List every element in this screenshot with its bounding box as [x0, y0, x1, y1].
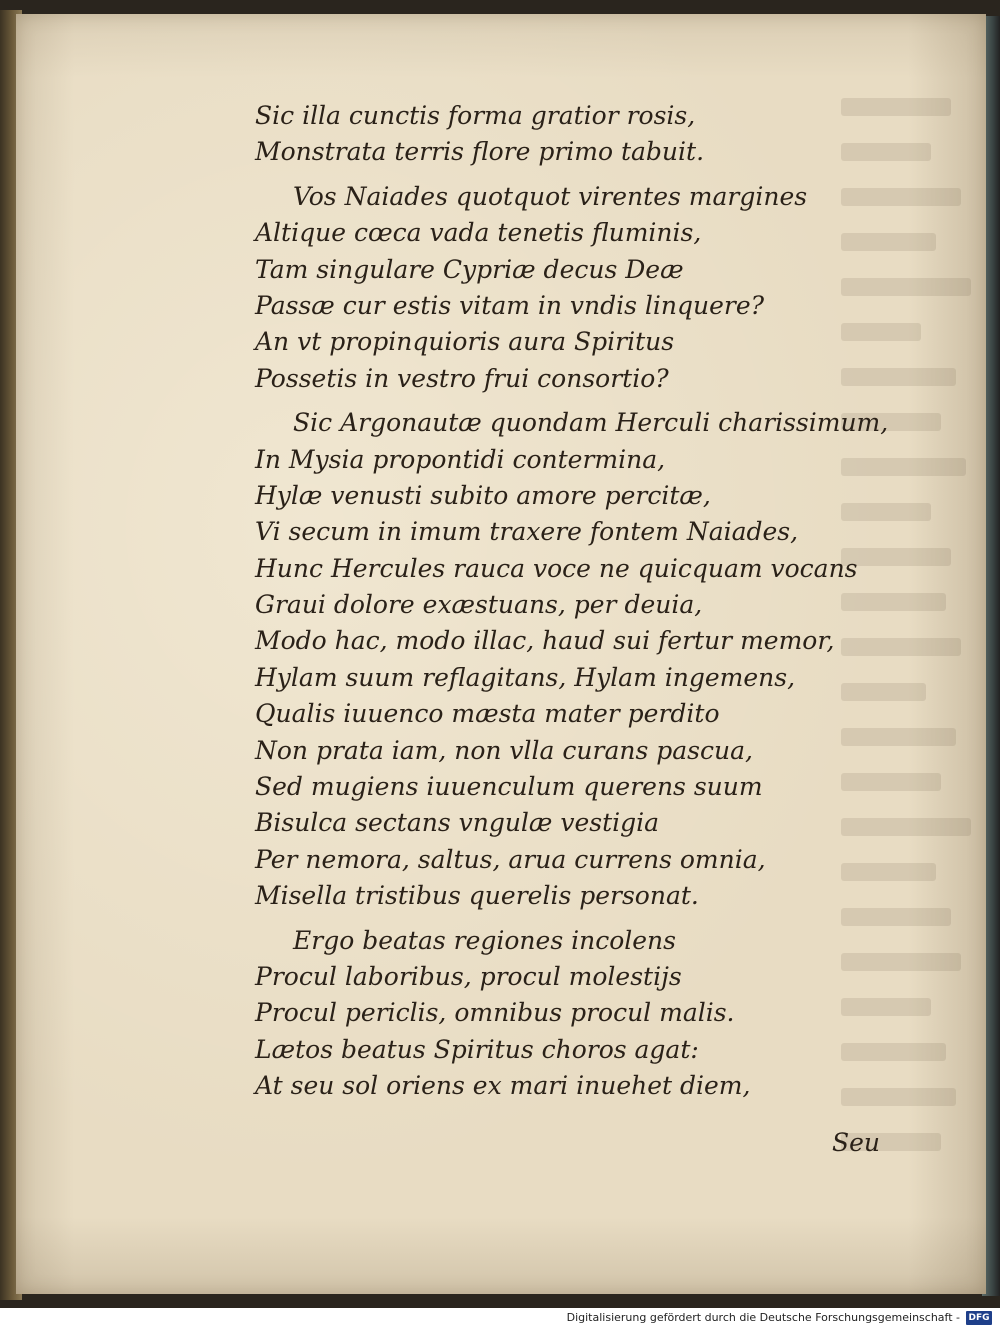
- poem-line: Procul laboribus, procul molestijs: [255, 961, 682, 991]
- poem-line: Vi secum in imum traxere fontem Naiades,: [255, 517, 799, 547]
- poem-line: Altique cœca vada tenetis fluminis,: [255, 218, 702, 248]
- funding-credit: Digitalisierung gefördert durch die Deutsche Forschungsgemeinschaft -: [566, 1311, 960, 1324]
- poem-line: Vos Naiades quotquot virentes margines: [293, 181, 808, 211]
- poem-line: Hylam suum reflagitans, Hylam ingemens,: [255, 662, 796, 692]
- dfg-logo-icon: DFG: [966, 1311, 992, 1325]
- poem-text: [255, 98, 895, 1105]
- poem-line: Bisulca sectans vngulæ vestigia: [255, 808, 660, 838]
- poem-line: Sic illa cunctis forma gratior rosis,: [255, 101, 696, 130]
- poem-line: Possetis in vestro frui consortio?: [255, 363, 669, 393]
- poem-line: In Mysia propontidi contermina,: [255, 444, 666, 474]
- catchword: Seu: [831, 1128, 880, 1157]
- poem-line: Misella tristibus querelis personat.: [255, 881, 699, 911]
- poem-line: Ergo beatas regiones incolens: [293, 925, 676, 955]
- poem-line: An vt propinquioris aura Spiritus: [255, 327, 675, 357]
- poem-line: Sed mugiens iuuenculum querens suum: [255, 772, 763, 802]
- poem-line: Monstrata terris flore primo tabuit.: [255, 137, 705, 167]
- poem-line: Graui dolore exæstuans, per deuia,: [255, 590, 703, 620]
- poem-line: Hunc Hercules rauca voce ne quicquam vocans: [255, 553, 858, 583]
- poem-line: Qualis iuuenco mæsta mater perdito: [255, 699, 720, 729]
- poem-line: Tam singulare Cypriæ decus Deæ: [255, 254, 684, 284]
- poem-line: At seu sol oriens ex mari inuehet diem,: [255, 1071, 751, 1101]
- poem-line: Per nemora, saltus, arua currens omnia,: [255, 844, 766, 874]
- poem-line: Passæ cur estis vitam in vndis linquere?: [255, 290, 765, 320]
- digitization-footer: [0, 1308, 1000, 1328]
- poem-line: Lætos beatus Spiritus choros agat:: [255, 1034, 699, 1064]
- poem-line: Procul periclis, omnibus procul malis.: [255, 998, 735, 1028]
- poem-line: Hylæ venusti subito amore percitæ,: [255, 480, 711, 510]
- poem-line: Sic Argonautæ quondam Herculi charissimum,: [293, 408, 889, 438]
- poem-line: Non prata iam, non vlla curans pascua,: [255, 735, 753, 765]
- poem-line: Modo hac, modo illac, haud sui fertur memor,: [255, 626, 835, 656]
